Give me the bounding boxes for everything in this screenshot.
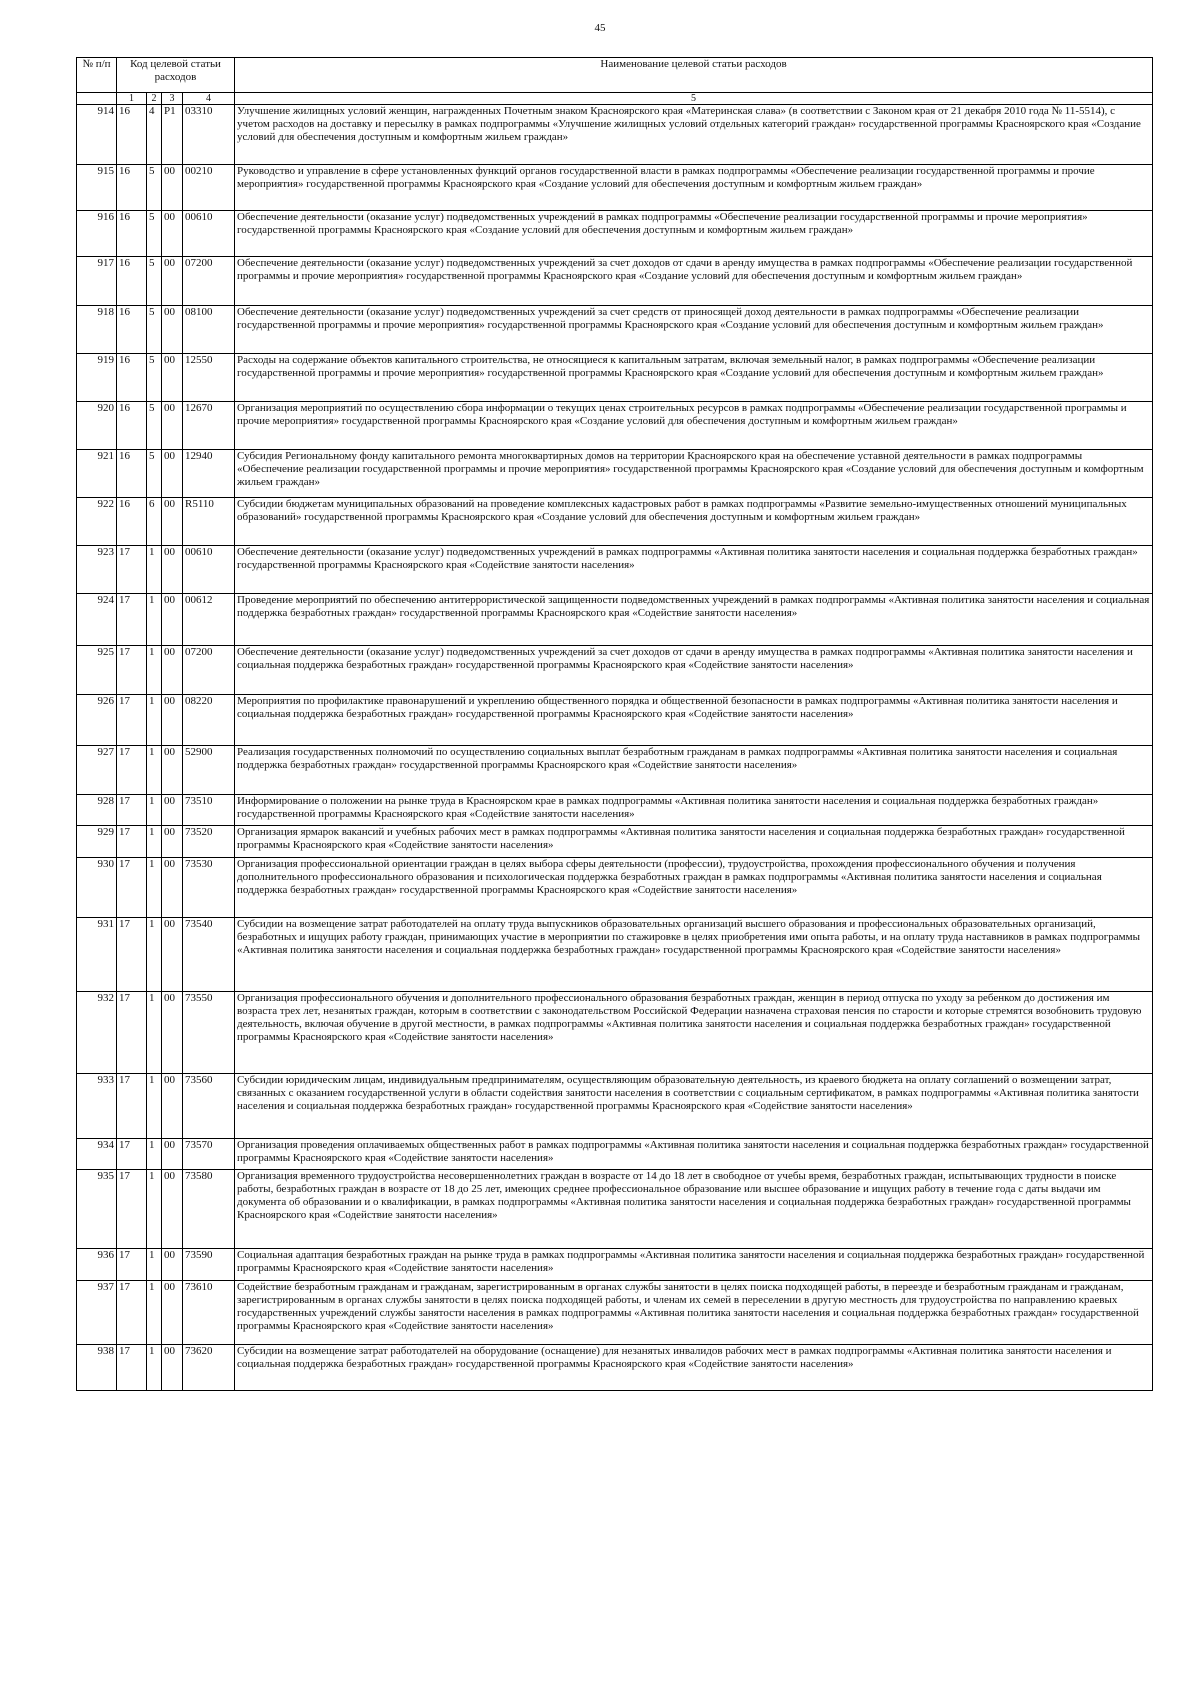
code-part-1: 17 xyxy=(117,1249,147,1281)
target-description: Реализация государственных полномочий по осуществлению социальных выплат безработным гражданам в рамках подпрограммы «Активная политика занятости населения и социальная поддержка безработных граждан» государственной программы Красноярского края «Содействие занятости населения» xyxy=(235,746,1153,795)
code-part-2: 1 xyxy=(147,1345,162,1391)
row-number: 924 xyxy=(77,594,117,646)
target-description: Содействие безработным гражданам и гражданам, зарегистрированным в органах службы занятости в целях поиска подходящей работы, в переезде и безработным гражданам и гражданам, зарегистрированным в органах службы занятости в целях поиска подходящей работы, и членам их семей в переселении в другую местность для трудоустройства по направлению краевых государственных учреждений службы занятости населения в рамках подпрограммы «Активная политика занятости населения и социальная поддержка безработных граждан» государственной программы Красноярского края «Содействие занятости населения» xyxy=(235,1281,1153,1345)
code-part-3: 00 xyxy=(162,992,183,1074)
row-number: 926 xyxy=(77,695,117,746)
code-part-4: 73570 xyxy=(183,1139,235,1170)
code-part-1: 17 xyxy=(117,795,147,826)
code-part-1: 16 xyxy=(117,211,147,257)
code-part-3: 00 xyxy=(162,450,183,498)
target-description: Проведение мероприятий по обеспечению антитеррористической защищенности подведомственных учреждений в рамках подпрограммы «Активная политика занятости населения и социальная поддержка безработных граждан» государственной программы Красноярского края «Содействие занятости населения» xyxy=(235,594,1153,646)
code-part-4: 00610 xyxy=(183,546,235,594)
table-row xyxy=(77,450,1153,498)
table-row xyxy=(77,354,1153,402)
code-part-2: 1 xyxy=(147,695,162,746)
table-row xyxy=(77,1139,1153,1170)
row-number: 921 xyxy=(77,450,117,498)
table-row xyxy=(77,498,1153,546)
code-part-1: 17 xyxy=(117,746,147,795)
target-description: Обеспечение деятельности (оказание услуг) подведомственных учреждений за счет средств от приносящей доход деятельности в рамках подпрограммы «Обеспечение реализации государственной программы и прочие мероприятия» государственной программы Красноярского края «Создание условий для обеспечения доступным и комфортным жильем граждан» xyxy=(235,306,1153,354)
row-number: 933 xyxy=(77,1074,117,1139)
subheader-col-1: 1 xyxy=(117,93,147,105)
table-row xyxy=(77,646,1153,695)
header-target-name: Наименование целевой статьи расходов xyxy=(235,58,1153,93)
code-part-4: 12550 xyxy=(183,354,235,402)
code-part-3: 00 xyxy=(162,306,183,354)
code-part-4: R5110 xyxy=(183,498,235,546)
target-description: Субсидии юридическим лицам, индивидуальным предпринимателям, осуществляющим образовательную деятельность, из краевого бюджета на оплату соглашений о возмещении затрат, связанных с оказанием государственной услуги в области содействия занятости населения в соответствии с социальным сертификатом, в рамках подпрограммы «Активная политика занятости населения и социальная поддержка безработных граждан» государственной программы Красноярского края «Содействие занятости населения» xyxy=(235,1074,1153,1139)
table-row xyxy=(77,211,1153,257)
table-row xyxy=(77,306,1153,354)
table-row xyxy=(77,1249,1153,1281)
header-target-code: Код целевой статьи расходов xyxy=(117,58,235,93)
row-number: 935 xyxy=(77,1170,117,1249)
code-part-1: 16 xyxy=(117,402,147,450)
code-part-3: 00 xyxy=(162,165,183,211)
row-number: 922 xyxy=(77,498,117,546)
code-part-1: 17 xyxy=(117,546,147,594)
code-part-1: 17 xyxy=(117,695,147,746)
code-part-4: 00612 xyxy=(183,594,235,646)
code-part-3: 00 xyxy=(162,1281,183,1345)
code-part-4: 08100 xyxy=(183,306,235,354)
target-description: Организация ярмарок вакансий и учебных рабочих мест в рамках подпрограммы «Активная политика занятости населения и социальная поддержка безработных граждан» государственной программы Красноярского края «Содействие занятости населения» xyxy=(235,826,1153,858)
code-part-2: 1 xyxy=(147,646,162,695)
code-part-1: 17 xyxy=(117,918,147,992)
code-part-3: 00 xyxy=(162,858,183,918)
code-part-3: 00 xyxy=(162,746,183,795)
code-part-1: 16 xyxy=(117,450,147,498)
row-number: 918 xyxy=(77,306,117,354)
code-part-2: 5 xyxy=(147,306,162,354)
code-part-4: 73560 xyxy=(183,1074,235,1139)
code-part-2: 5 xyxy=(147,402,162,450)
target-description: Руководство и управление в сфере установленных функций органов государственной власти в рамках подпрограммы «Обеспечение реализации государственной программы и прочие мероприятия» государственной программы Красноярского края «Создание условий для обеспечения доступным и комфортным жильем граждан» xyxy=(235,165,1153,211)
row-number: 919 xyxy=(77,354,117,402)
subheader-col-4: 4 xyxy=(183,93,235,105)
target-description: Субсидии бюджетам муниципальных образований на проведение комплексных кадастровых работ в рамках подпрограммы «Развитие земельно-имущественных отношений муниципальных образований» государственной программы Красноярского края «Создание условий для обеспечения доступным и комфортным жильем граждан» xyxy=(235,498,1153,546)
code-part-3: 00 xyxy=(162,646,183,695)
code-part-3: 00 xyxy=(162,1139,183,1170)
code-part-3: 00 xyxy=(162,402,183,450)
code-part-3: 00 xyxy=(162,498,183,546)
code-part-2: 1 xyxy=(147,1074,162,1139)
code-part-4: 07200 xyxy=(183,646,235,695)
row-number: 923 xyxy=(77,546,117,594)
table-row xyxy=(77,1074,1153,1139)
code-part-3: 00 xyxy=(162,546,183,594)
code-part-1: 17 xyxy=(117,992,147,1074)
target-description: Социальная адаптация безработных граждан на рынке труда в рамках подпрограммы «Активная политика занятости населения и социальная поддержка безработных граждан» государственной программы Красноярского края «Содействие занятости населения» xyxy=(235,1249,1153,1281)
subheader-col-3: 3 xyxy=(162,93,183,105)
code-part-2: 5 xyxy=(147,211,162,257)
code-part-3: 00 xyxy=(162,1345,183,1391)
code-part-3: 00 xyxy=(162,1249,183,1281)
code-part-1: 16 xyxy=(117,498,147,546)
target-description: Расходы на содержание объектов капитального строительства, не относящиеся к капитальным затратам, включая земельный налог, в рамках подпрограммы «Обеспечение реализации государственной программы и прочие мероприятия» государственной программы Красноярского края «Создание условий для обеспечения доступным и комфортным жильем граждан» xyxy=(235,354,1153,402)
code-part-1: 17 xyxy=(117,1170,147,1249)
code-part-1: 16 xyxy=(117,354,147,402)
row-number: 929 xyxy=(77,826,117,858)
row-number: 915 xyxy=(77,165,117,211)
code-part-4: 12670 xyxy=(183,402,235,450)
table-row xyxy=(77,1345,1153,1391)
code-part-1: 16 xyxy=(117,257,147,306)
subheader-col-2: 2 xyxy=(147,93,162,105)
subheader-col-5: 5 xyxy=(235,93,1153,105)
code-part-2: 1 xyxy=(147,1139,162,1170)
target-description: Организация мероприятий по осуществлению сбора информации о текущих ценах строительных ресурсов в рамках подпрограммы «Обеспечение реализации государственной программы и прочие мероприятия» государственной программы Красноярского края «Создание условий для обеспечения доступным и комфортным жильем граждан» xyxy=(235,402,1153,450)
table-row xyxy=(77,858,1153,918)
code-part-4: 73540 xyxy=(183,918,235,992)
row-number: 931 xyxy=(77,918,117,992)
subheader-col xyxy=(77,93,117,105)
code-part-1: 17 xyxy=(117,1139,147,1170)
row-number: 927 xyxy=(77,746,117,795)
target-description: Обеспечение деятельности (оказание услуг) подведомственных учреждений за счет доходов от сдачи в аренду имущества в рамках подпрограммы «Активная политика занятости населения и социальная поддержка безработных граждан» государственной программы Красноярского края «Содействие занятости населения» xyxy=(235,646,1153,695)
code-part-4: 08220 xyxy=(183,695,235,746)
code-part-4: 73530 xyxy=(183,858,235,918)
row-number: 932 xyxy=(77,992,117,1074)
row-number: 934 xyxy=(77,1139,117,1170)
target-description: Информирование о положении на рынке труда в Красноярском крае в рамках подпрограммы «Активная политика занятости населения и социальная поддержка безработных граждан» государственной программы Красноярского края «Содействие занятости населения» xyxy=(235,795,1153,826)
table-row xyxy=(77,1281,1153,1345)
code-part-2: 1 xyxy=(147,795,162,826)
table-row xyxy=(77,594,1153,646)
code-part-2: 1 xyxy=(147,1249,162,1281)
target-description: Обеспечение деятельности (оказание услуг) подведомственных учреждений в рамках подпрограммы «Активная политика занятости населения и социальная поддержка безработных граждан» государственной программы Красноярского края «Содействие занятости населения» xyxy=(235,546,1153,594)
table-row xyxy=(77,105,1153,165)
row-number: 938 xyxy=(77,1345,117,1391)
target-description: Обеспечение деятельности (оказание услуг) подведомственных учреждений за счет доходов от сдачи в аренду имущества в рамках подпрограммы «Обеспечение реализации государственной программы и прочие мероприятия» государственной программы Красноярского края «Создание условий для обеспечения доступным и комфортным жильем граждан» xyxy=(235,257,1153,306)
target-expense-table xyxy=(76,57,1153,1391)
row-number: 916 xyxy=(77,211,117,257)
table-row xyxy=(77,1170,1153,1249)
code-part-2: 1 xyxy=(147,992,162,1074)
code-part-2: 4 xyxy=(147,105,162,165)
code-part-2: 5 xyxy=(147,257,162,306)
table-row xyxy=(77,826,1153,858)
code-part-4: 73580 xyxy=(183,1170,235,1249)
target-description: Улучшение жилищных условий женщин, награжденных Почетным знаком Красноярского края «Материнская слава» (в соответствии с Законом края от 21 декабря 2010 года № 11-5514), с учетом расходов на доставку и пересылку в рамках подпрограммы «Улучшение жилищных условий отдельных категорий граждан» государственной программы Красноярского края «Создание условий для обеспечения доступным и комфортным жильем граждан» xyxy=(235,105,1153,165)
table-row xyxy=(77,257,1153,306)
code-part-4: 00610 xyxy=(183,211,235,257)
code-part-4: 73550 xyxy=(183,992,235,1074)
code-part-3: 00 xyxy=(162,826,183,858)
code-part-3: 00 xyxy=(162,594,183,646)
code-part-3: 00 xyxy=(162,257,183,306)
code-part-2: 1 xyxy=(147,546,162,594)
row-number: 930 xyxy=(77,858,117,918)
code-part-1: 16 xyxy=(117,105,147,165)
code-part-3: 00 xyxy=(162,795,183,826)
code-part-1: 17 xyxy=(117,826,147,858)
row-number: 914 xyxy=(77,105,117,165)
code-part-3: 00 xyxy=(162,695,183,746)
code-part-2: 5 xyxy=(147,354,162,402)
code-part-1: 16 xyxy=(117,306,147,354)
row-number: 925 xyxy=(77,646,117,695)
code-part-3: 00 xyxy=(162,1074,183,1139)
code-part-2: 1 xyxy=(147,858,162,918)
code-part-1: 17 xyxy=(117,1074,147,1139)
code-part-2: 1 xyxy=(147,1170,162,1249)
code-part-1: 17 xyxy=(117,594,147,646)
row-number: 917 xyxy=(77,257,117,306)
row-number: 936 xyxy=(77,1249,117,1281)
code-part-3: P1 xyxy=(162,105,183,165)
table-row xyxy=(77,546,1153,594)
code-part-1: 17 xyxy=(117,1281,147,1345)
table-row xyxy=(77,165,1153,211)
code-part-1: 16 xyxy=(117,165,147,211)
code-part-2: 1 xyxy=(147,746,162,795)
code-part-3: 00 xyxy=(162,918,183,992)
target-description: Мероприятия по профилактике правонарушений и укреплению общественного порядка и общественной безопасности в рамках подпрограммы «Активная политика занятости населения и социальная поддержка безработных граждан» государственной программы Красноярского края «Содействие занятости населения» xyxy=(235,695,1153,746)
table-row xyxy=(77,795,1153,826)
code-part-4: 73510 xyxy=(183,795,235,826)
code-part-4: 07200 xyxy=(183,257,235,306)
code-part-4: 73590 xyxy=(183,1249,235,1281)
table-row xyxy=(77,402,1153,450)
table-row xyxy=(77,918,1153,992)
row-number: 937 xyxy=(77,1281,117,1345)
code-part-4: 73620 xyxy=(183,1345,235,1391)
code-part-3: 00 xyxy=(162,354,183,402)
code-part-3: 00 xyxy=(162,1170,183,1249)
code-part-4: 73610 xyxy=(183,1281,235,1345)
target-description: Субсидии на возмещение затрат работодателей на оборудование (оснащение) для незанятых инвалидов рабочих мест в рамках подпрограммы «Активная политика занятости населения и социальная поддержка безработных граждан» государственной программы Красноярского края «Содействие занятости населения» xyxy=(235,1345,1153,1391)
row-number: 928 xyxy=(77,795,117,826)
target-description: Организация профессиональной ориентации граждан в целях выбора сферы деятельности (профессии), трудоустройства, прохождения профессионального обучения и получения дополнительного профессионального образования и психологическая поддержка безработных граждан в рамках подпрограммы «Активная политика занятости населения и социальная поддержка безработных граждан» государственной программы Красноярского края «Содействие занятости населения» xyxy=(235,858,1153,918)
target-description: Обеспечение деятельности (оказание услуг) подведомственных учреждений в рамках подпрограммы «Обеспечение реализации государственной программы и прочие мероприятия» государственной программы Красноярского края «Создание условий для обеспечения доступным и комфортным жильем граждан» xyxy=(235,211,1153,257)
code-part-4: 00210 xyxy=(183,165,235,211)
code-part-3: 00 xyxy=(162,211,183,257)
code-part-2: 5 xyxy=(147,450,162,498)
code-part-4: 12940 xyxy=(183,450,235,498)
target-description: Организация временного трудоустройства несовершеннолетних граждан в возрасте от 14 до 18 лет в свободное от учебы время, безработных граждан, испытывающих трудности в поиске работы, безработных граждан в возрасте от 18 до 25 лет, имеющих среднее профессиональное образование или высшее образование и ищущих работу в течение года с даты выдачи им документа об образовании и о квалификации, в рамках подпрограммы «Активная политика занятости населения и социальная поддержка безработных граждан» государственной программы Красноярского края «Содействие занятости населения» xyxy=(235,1170,1153,1249)
code-part-4: 73520 xyxy=(183,826,235,858)
code-part-2: 1 xyxy=(147,918,162,992)
target-description: Организация проведения оплачиваемых общественных работ в рамках подпрограммы «Активная политика занятости населения и социальная поддержка безработных граждан» государственной программы Красноярского края «Содействие занятости населения» xyxy=(235,1139,1153,1170)
code-part-2: 1 xyxy=(147,594,162,646)
target-description: Субсидии на возмещение затрат работодателей на оплату труда выпускников образовательных организаций высшего образования и профессиональных образовательных организаций, безработных и ищущих работу граждан, принимающих участие в мероприятии по стажировке в целях приобретения ими опыта работы, и на оплату труда наставников в рамках подпрограммы «Активная политика занятости населения и социальная поддержка безработных граждан» государственной программы Красноярского края «Содействие занятости населения» xyxy=(235,918,1153,992)
target-description: Субсидия Региональному фонду капитального ремонта многоквартирных домов на территории Красноярского края на обеспечение уставной деятельности в рамках подпрограммы «Обеспечение реализации государственной программы и прочие мероприятия» государственной программы Красноярского края «Создание условий для обеспечения доступным и комфортным жильем граждан» xyxy=(235,450,1153,498)
target-description: Организация профессионального обучения и дополнительного профессионального образования безработных граждан, женщин в период отпуска по уходу за ребенком до достижения им возраста трех лет, незанятых граждан, которым в соответствии с законодательством Российской Федерации назначена страховая пенсия по старости и которые стремятся возобновить трудовую деятельность, включая обучение в другой местности, в рамках подпрограммы «Активная политика занятости населения и социальная поддержка безработных граждан» государственной программы Красноярского края «Содействие занятости населения» xyxy=(235,992,1153,1074)
code-part-1: 17 xyxy=(117,858,147,918)
code-part-2: 1 xyxy=(147,1281,162,1345)
code-part-2: 6 xyxy=(147,498,162,546)
code-part-1: 17 xyxy=(117,1345,147,1391)
row-number: 920 xyxy=(77,402,117,450)
header-row-number: № п/п xyxy=(77,58,117,93)
table-row xyxy=(77,695,1153,746)
code-part-2: 5 xyxy=(147,165,162,211)
table-row xyxy=(77,746,1153,795)
page-number: 45 xyxy=(594,22,606,34)
code-part-1: 17 xyxy=(117,646,147,695)
code-part-2: 1 xyxy=(147,826,162,858)
table-row xyxy=(77,992,1153,1074)
code-part-4: 03310 xyxy=(183,105,235,165)
code-part-4: 52900 xyxy=(183,746,235,795)
